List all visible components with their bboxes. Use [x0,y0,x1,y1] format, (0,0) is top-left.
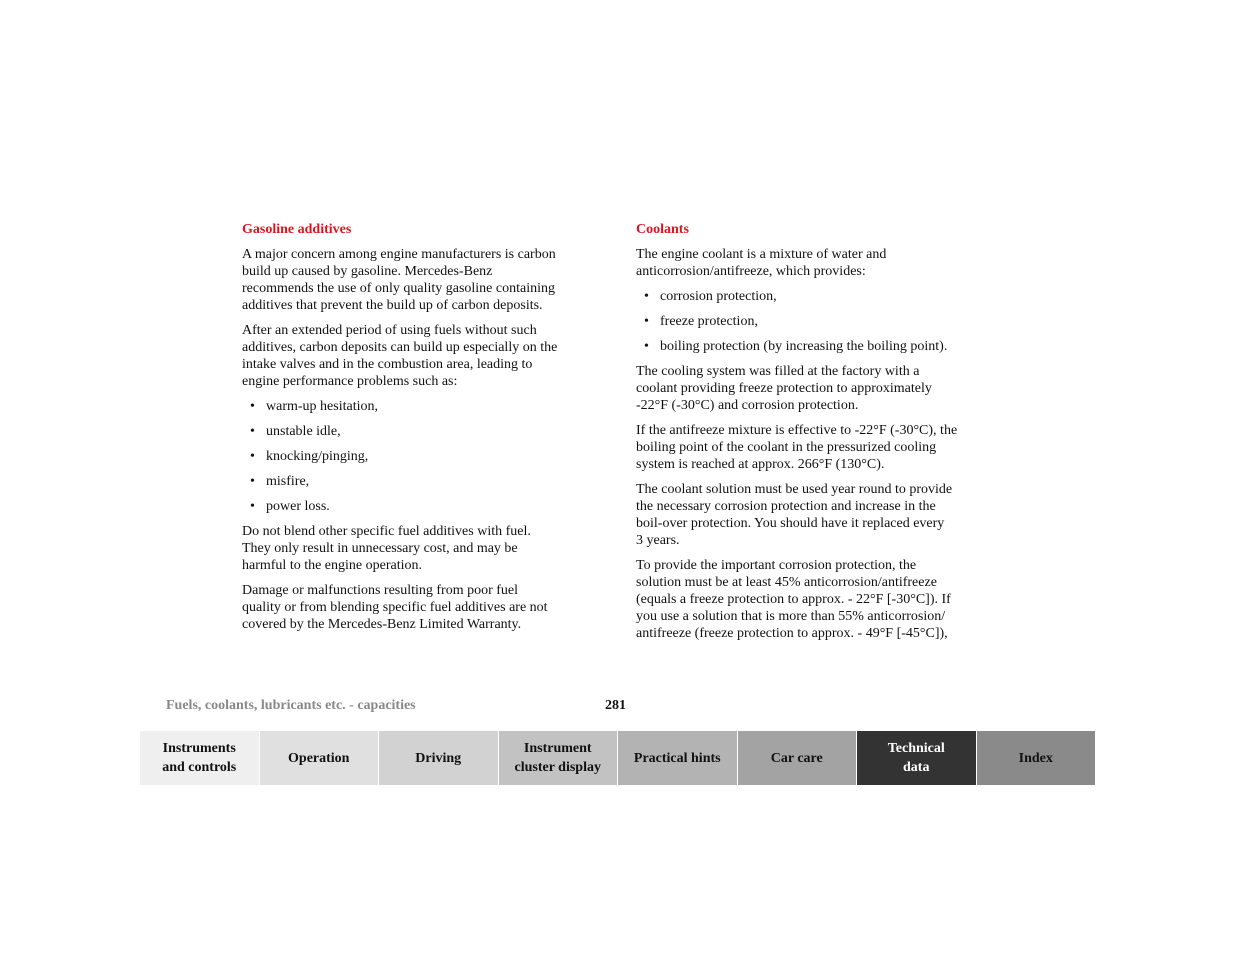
text-line: After an extended period of using fuels without such [242,323,537,338]
text-line: covered by the Mercedes-Benz Limited Warranty. [242,617,522,632]
gasoline-additives-section [242,221,612,641]
text-line: harmful to the engine operation. [242,558,422,573]
bullet-item [242,448,612,465]
text-line: boiling point of the coolant in the pressurized cooling [636,440,937,455]
bullet-item [636,338,1006,355]
nav-tab-label: Driving [415,750,462,766]
nav-tab-index[interactable] [977,731,1096,785]
section-heading: Gasoline additives [242,222,352,237]
paragraph [242,582,612,633]
text-line: recommends the use of only quality gasoline containing [242,281,555,296]
text-line: boil-over protection. You should have it replaced every [636,516,945,531]
nav-tab-label: Instrument cluster display [514,741,601,775]
text-line: • power loss. [266,499,330,514]
page-number: 281 [605,698,626,713]
text-line: They only result in unnecessary cost, and may be [242,541,518,556]
bullet-item [242,473,612,490]
text-line: • boiling protection (by increasing the boiling point). [660,339,948,354]
bullet-item [242,498,612,515]
bullet-item [242,398,612,415]
paragraph [636,246,1006,280]
text-line: • warm-up hesitation, [266,399,378,414]
nav-tab-label: Instruments and controls [162,741,237,775]
nav-tab-technical-data[interactable] [857,731,977,785]
nav-tab-label: Operation [288,750,350,766]
paragraph [242,246,612,314]
nav-tab-driving[interactable] [379,731,499,785]
text-line: coolant providing freeze protection to approximately [636,381,932,396]
nav-tab-label: Practical hints [633,750,721,766]
text-line: 3 years. [636,533,680,548]
text-line: • unstable idle, [266,424,341,439]
text-line: solution must be at least 45% anticorrosion/antifreeze [636,575,937,590]
coolants-section [636,221,1006,650]
text-line: antifreeze (freeze protection to approx. - 49°F [-45°C]), [636,626,948,641]
text-line: The coolant solution must be used year round to provide [636,482,953,497]
section-heading: Coolants [636,222,689,237]
text-line: additives that prevent the build up of carbon deposits. [242,298,543,313]
nav-tab-label: Index [1018,750,1053,766]
paragraph [636,481,1006,549]
bullet-item [636,313,1006,330]
paragraph [636,557,1006,642]
footer-section-title: Fuels, coolants, lubricants etc. - capacities [166,698,416,713]
text-line: -22°F (-30°C) and corrosion protection. [636,398,859,413]
nav-tab-instrument-cluster-display[interactable] [499,731,619,785]
paragraph [636,422,1006,473]
text-line: The engine coolant is a mixture of water and [636,247,887,262]
text-line: (equals a freeze protection to approx. - 22°F [-30°C]). If [636,592,951,607]
text-line: A major concern among engine manufacturers is carbon [242,247,556,262]
paragraph [636,363,1006,414]
text-line: anticorrosion/antifreeze, which provides: [636,264,866,279]
nav-tab-practical-hints[interactable] [618,731,738,785]
text-line: • knocking/pinging, [266,449,369,464]
bullet-item [242,423,612,440]
text-line: To provide the important corrosion protection, the [636,558,917,573]
text-line: Do not blend other specific fuel additives with fuel. [242,524,531,539]
bullet-item [636,288,1006,305]
nav-tab-operation[interactable] [260,731,380,785]
text-line: quality or from blending specific fuel additives are not [242,600,548,615]
text-line: intake valves and in the combustion area, leading to [242,357,533,372]
nav-tab-label: Car care [770,750,823,766]
text-line: build up caused by gasoline. Mercedes-Benz [242,264,493,279]
text-line: engine performance problems such as: [242,374,458,389]
nav-tab-instruments-and-controls[interactable] [140,731,260,785]
paragraph [242,322,612,390]
text-line: the necessary corrosion protection and increase in the [636,499,936,514]
nav-tab-car-care[interactable] [738,731,858,785]
paragraph [242,523,612,574]
nav-tab-label: Technical data [887,741,945,775]
text-line: you use a solution that is more than 55% anticorrosion/ [636,609,946,624]
text-line: additives, carbon deposits can build up especially on the [242,340,558,355]
text-line: Damage or malfunctions resulting from poor fuel [242,583,519,598]
text-line: If the antifreeze mixture is effective to -22°F (-30°C), the [636,423,958,438]
text-line: • freeze protection, [660,314,758,329]
text-line: The cooling system was filled at the factory with a [636,364,920,379]
text-line: • corrosion protection, [660,289,777,304]
text-line: • misfire, [266,474,310,489]
text-line: system is reached at approx. 266°F (130°C). [636,457,885,472]
chapter-navigation [140,731,1095,785]
